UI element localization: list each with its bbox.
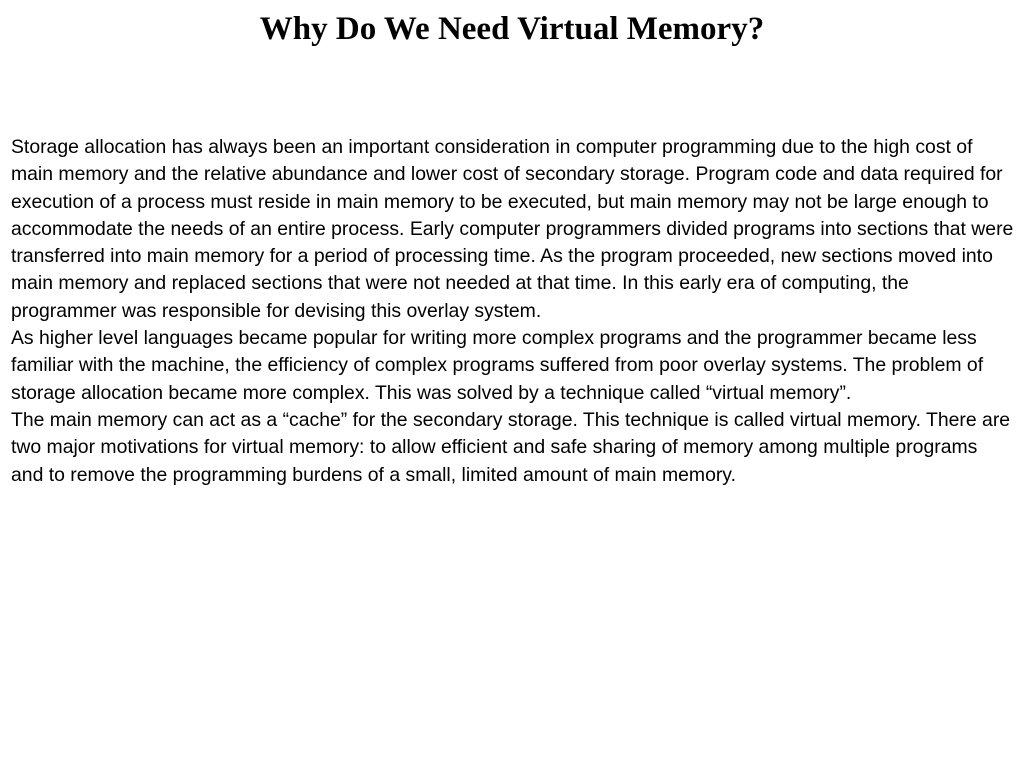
body-paragraph-high-level-languages: As higher level languages became popular for writing more complex programs and the programmer became less familiar with the machine, the efficiency of complex programs suffered from poor overlay systems. The problem of storage allocation became more complex. This was solved by a technique called “virtual memory”. bbox=[11, 327, 984, 404]
slide-title: Why Do We Need Virtual Memory? bbox=[259, 11, 765, 47]
slide-body bbox=[11, 134, 1015, 489]
body-paragraph-overlay: Storage allocation has always been an important consideration in computer programming due to the high cost of main memory and the relative abundance and lower cost of secondary storage. Program code and data required for execution of a process must reside in main memory to be executed, but main memory may not be large enough to accommodate the needs of an entire process. Early computer programmers divided programs into sections that were transferred into main memory for a period of processing time. As the program proceeded, new sections moved into main memory and replaced sections that were not needed at that time. In this early era of computing, the programmer was responsible for devising this overlay system. bbox=[11, 136, 1014, 322]
body-paragraph-cache: The main memory can act as a “cache” for the secondary storage. This technique is called virtual memory. There are two major motivations for virtual memory: to allow efficient and safe sharing of memory among multiple programs and to remove the programming burdens of a small, limited amount of main memory. bbox=[11, 408, 1011, 486]
